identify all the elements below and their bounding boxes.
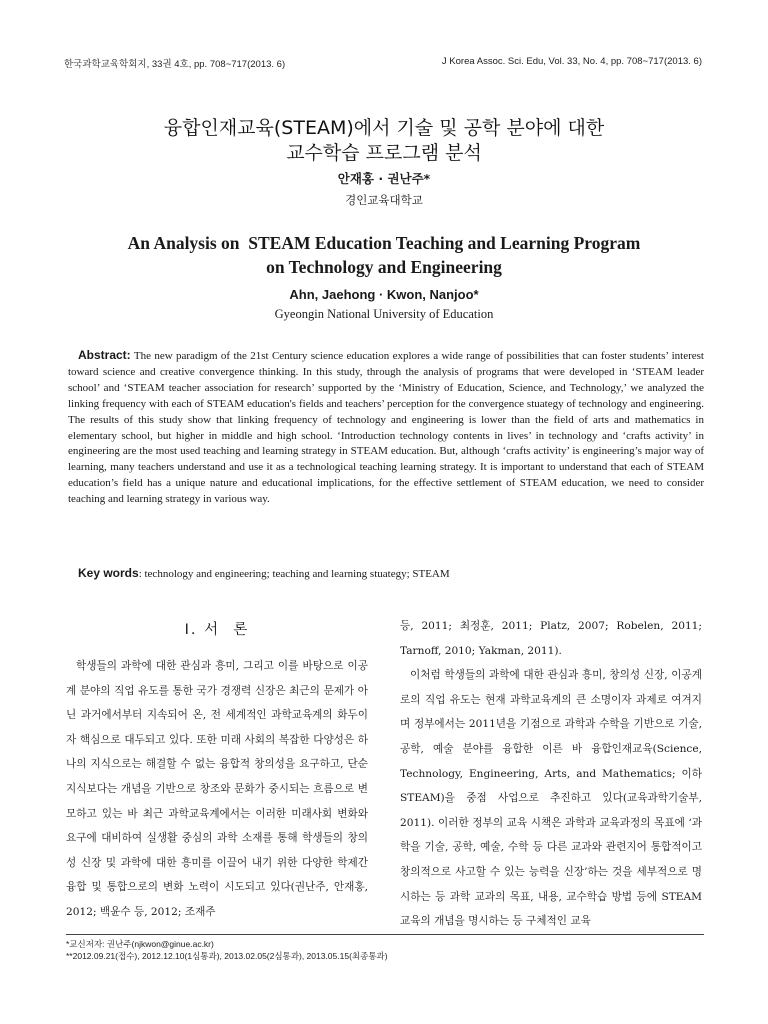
footnote-corresponding-author: *교신저자: 권난주(njkwon@ginue.ac.kr): [66, 939, 214, 949]
journal-citation-korean: 한국과학교육학회지, 33권 4호, pp. 708~717(2013. 6): [64, 59, 286, 70]
body-column-right: [400, 614, 702, 934]
english-affiliation: Gyeongin National University of Education: [274, 307, 494, 321]
abstract-text: The new paradigm of the 21st Century science education explores a wide range of possibilities that can foster students’ interest toward science and creative convergence thinking. In this study, through the analysis of programs that were developed in ‘STEAM leader school’ and ‘STEAM teacher association for research’ supported by the ‘Ministry of Education, Science, and Technology,’ we analyzed the linking frequency with each of STEAM education's fields and teachers’ perception for the convergence stuategy of technology and engineering. The results of this study show that linking frequency of technology and engineering is lower than the field of arts and mathematics in elementary school, but higher in middle and high school. ‘Introduction technology contents in lives’ in technology and ‘crafts activity’ in engineering are the most used teaching and learning strategy in STEAM education. But, although ‘crafts activity’ is engineering’s major way of learning, many teachers understand and use it as a technological teaching learning strategy. It is important to understand that each of STEAM education’s field has a unique nature and educational implications, for the effective settlement of STEAM education, we need to consider teaching and learning strategy in various way.: [68, 350, 704, 506]
keywords-label: Key words: [78, 566, 139, 580]
english-title-line1: An Analysis on STEAM Education Teaching and Learning Program: [127, 233, 641, 253]
abstract: [68, 348, 704, 508]
english-title: [0, 231, 768, 279]
journal-citation-english: J Korea Assoc. Sci. Edu, Vol. 33, No. 4, pp. 708~717(2013. 6): [441, 56, 702, 67]
english-title-line2: on Technology and Engineering: [266, 257, 502, 277]
footnote-review-dates: **2012.09.21(접수), 2012.12.10(1심통과), 2013.02.05(2심통과), 2013.05.15(최종통과): [66, 951, 388, 961]
body-paragraph: 학생들의 과학에 대한 관심과 흥미, 그리고 이를 바탕으로 이공계 분야의 직업 유도를 통한 국가 경쟁력 신장은 최근의 문제가 아닌 과거에서부터 지속되어 온, 전 세계적인 과학교육계의 화두이자 핵심으로 대두되고 있다. 또한 미래 사회의 복잡한 다양성은 하나의 지식으로는 해결할 수 없는 융합적 창의성을 요구하고, 단순 지식보다는 개념을 기반으로 창조와 문화가 중시되는 흐름으로 변모하고 있는 바 최근 과학교육계에서는 이러한 미래사회 변화와 요구에 대비하여 실생활 중심의 과학 소재를 통해 학생들의 창의성 신장 및 과학에 대한 흥미를 이끌어 내기 위한 다양한 학제간 융합 및 통합으로의 변화 노력이 시도되고 있다(권난주, 안재홍, 2012; 백윤수 등, 2012; 조재주: [66, 660, 368, 918]
body-column-left: [66, 620, 368, 925]
abstract-label: Abstract:: [78, 348, 131, 362]
english-authors: Ahn, Jaehong · Kwon, Nanjoo*: [289, 287, 479, 302]
body-paragraph: 이처럼 학생들의 과학에 대한 관심과 흥미, 창의성 신장, 이공계로의 직업 유도는 현재 과학교육계의 큰 소명이자 과제로 여겨지며 정부에서는 2011년을 기점으로 과학과 수학을 기반으로 기술, 공학, 예술 분야를 융합한 이른 바 융합인재교육(Science, Technology, Engineering, Arts, and Mathematics; 이하 STEAM)을 중점 사업으로 추진하고 있다(교육과학기술부, 2011). 이러한 정부의 교육 시책은 과학과 교육과정의 목표에 ‘과학을 기술, 공학, 예술, 수학 등 다른 교과와 관련지어 통합적이고 창의적으로 사고할 수 있는 능력을 신장’하는 것을 세부적으로 명시하는 등 과학 교과의 목표, 내용, 교수학습 방법 등에 STEAM 교육의 개념을 명시하는 등 구체적인 교육: [400, 669, 702, 928]
keywords: [78, 566, 704, 580]
korean-title-line1: 융합인재교육(STEAM)에서 기술 및 공학 분야에 대한: [163, 117, 605, 139]
body-paragraph-continuation: 등, 2011; 최정훈, 2011; Platz, 2007; Robelen, 2011; Tarnoff, 2010; Yakman, 2011).: [400, 620, 702, 657]
korean-authors: 안재홍 · 권난주*: [337, 171, 431, 186]
section-heading-introduction: Ⅰ. 서 론: [184, 622, 250, 638]
footnotes: [66, 934, 704, 962]
korean-title-line2: 교수학습 프로그램 분석: [286, 142, 482, 164]
running-header: [64, 56, 702, 70]
keywords-text: : technology and engineering; teaching and learning stuategy; STEAM: [138, 568, 450, 580]
korean-affiliation: 경인교육대학교: [345, 193, 423, 207]
korean-title: [0, 116, 768, 166]
